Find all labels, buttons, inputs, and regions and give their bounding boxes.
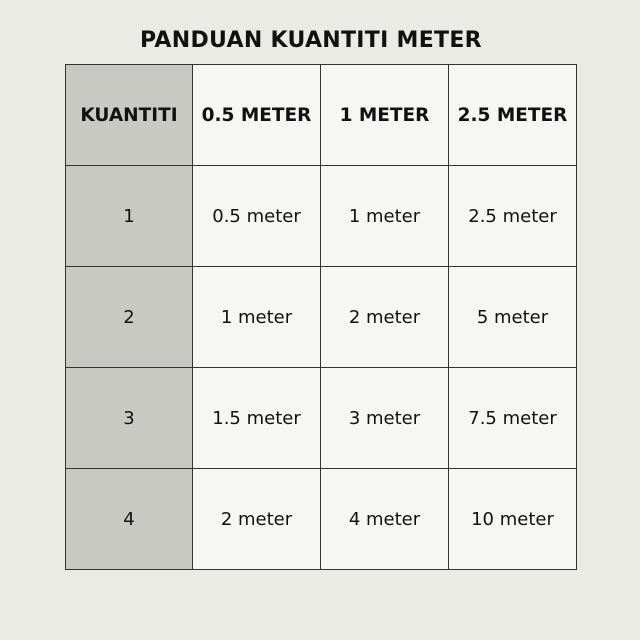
table-cell: 7.5 meter	[449, 368, 577, 469]
table-cell: 2 meter	[321, 267, 449, 368]
quantity-cell: 1	[66, 166, 193, 267]
table-row	[66, 267, 577, 368]
table-cell: 0.5 meter	[193, 166, 321, 267]
table-cell: 3 meter	[321, 368, 449, 469]
quantity-cell: 2	[66, 267, 193, 368]
header-one-meter: 1 METER	[321, 65, 449, 166]
page-title: PANDUAN KUANTITI METER	[140, 28, 482, 53]
table-cell: 1.5 meter	[193, 368, 321, 469]
table-cell: 2 meter	[193, 469, 321, 570]
table-cell: 1 meter	[321, 166, 449, 267]
header-two-half-meter: 2.5 METER	[449, 65, 577, 166]
meter-quantity-table	[65, 64, 577, 570]
header-half-meter: 0.5 METER	[193, 65, 321, 166]
quantity-cell: 4	[66, 469, 193, 570]
table-cell: 10 meter	[449, 469, 577, 570]
table-row	[66, 166, 577, 267]
table-header-row	[66, 65, 577, 166]
table-cell: 5 meter	[449, 267, 577, 368]
quantity-cell: 3	[66, 368, 193, 469]
table-cell: 1 meter	[193, 267, 321, 368]
table-row	[66, 469, 577, 570]
table-cell: 2.5 meter	[449, 166, 577, 267]
table-row	[66, 368, 577, 469]
table-cell: 4 meter	[321, 469, 449, 570]
header-quantity: KUANTITI	[66, 65, 193, 166]
